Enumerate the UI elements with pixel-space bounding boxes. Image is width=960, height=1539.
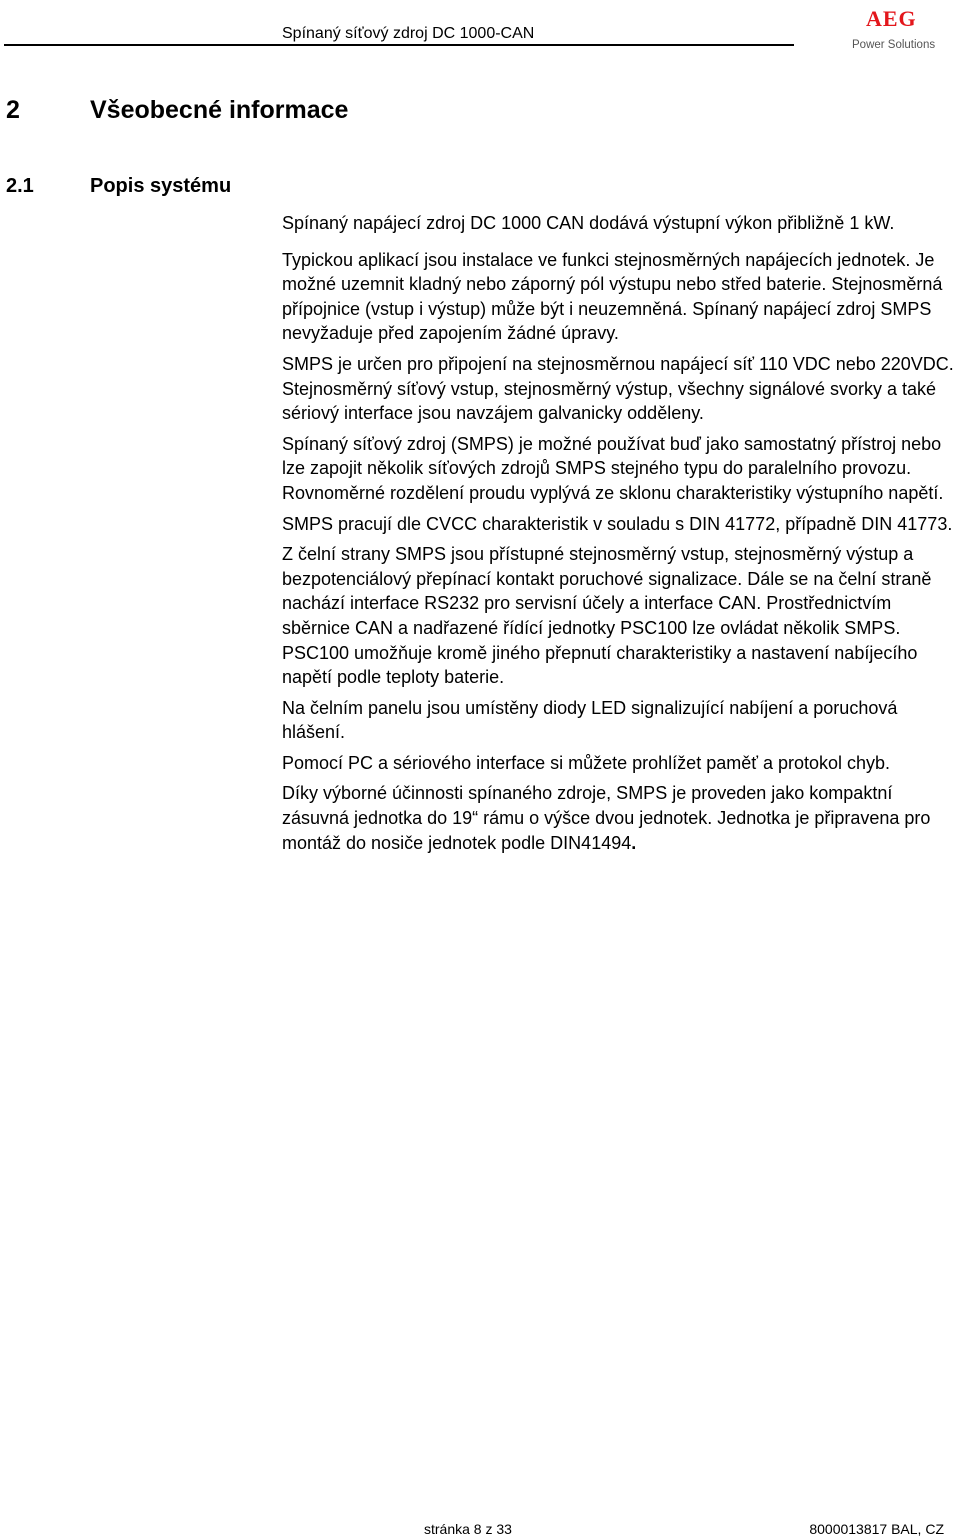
section-heading (6, 94, 348, 126)
page-number: stránka 8 z 33 (424, 1521, 512, 1537)
subsection-number: 2.1 (6, 175, 34, 197)
paragraph: Pomocí PC a sériového interface si můžete prohlížet paměť a protokol chyb. (282, 752, 891, 773)
section-title: Všeobecné informace (90, 96, 349, 124)
subsection-title: Popis systému (90, 175, 232, 197)
paragraph: SMPS je určen pro připojení na stejnosměrnou napájecí síť 110 VDC nebo 220VDC. Stejnosměrný síťový vstup, stejnosměrný výstup, všechny signálové svorky a také sériový interface jsou navzájem galvanicky odděleny. (282, 353, 954, 424)
document-id: 8000013817 BAL, CZ (809, 1521, 944, 1537)
logo-subtitle: Power Solutions (852, 39, 936, 51)
paragraph: Spínaný napájecí zdroj DC 1000 CAN dodává výstupní výkon přibližně 1 kW. (282, 213, 895, 233)
section-number: 2 (6, 96, 20, 124)
paragraph: Typickou aplikací jsou instalace ve funkci stejnosměrných napájecích jednotek. Je možné uzemnit kladný nebo záporný pól výstupu nebo střed baterie. Stejnosměrná přípojnice (vstup i výstup) může být i neuzemněná. Spínaný napájecí zdroj SMPS nevyžaduje před zapojením žádné úpravy. (282, 249, 943, 344)
logo-mark: AEG (866, 6, 917, 31)
aeg-logo (846, 4, 946, 56)
paragraph: Na čelním panelu jsou umístěny diody LED signalizující nabíjení a poruchová hlášení. (282, 697, 898, 743)
document-title: Spínaný síťový zdroj DC 1000-CAN (282, 25, 535, 42)
header-divider (4, 44, 794, 46)
paragraph: Spínaný síťový zdroj (SMPS) je možné používat buď jako samostatný přístroj nebo lze zapojit několik síťových zdrojů SMPS stejného typu do paralelního provozu. Rovnoměrné rozdělení proudu vyplývá ze sklonu charakteristiky výstupního napětí. (282, 433, 944, 503)
paragraph-end-mark: . (631, 832, 637, 853)
paragraph-last (282, 781, 956, 855)
paragraph-text: Díky výborné účinnosti spínaného zdroje, SMPS je proveden jako kompaktní zásuvná jednotka do 19“ rámu o výšce dvou jednotek. Jednotka je připravena pro montáž do nosiče jednotek podle DIN41494 (282, 783, 931, 853)
paragraph: Z čelní strany SMPS jsou přístupné stejnosměrný vstup, stejnosměrný výstup a bezpotenciálový přepínací kontakt poruchové signalizace. Dále se na čelní straně nachází interface RS232 pro servisní účely a interface CAN. Prostřednictvím sběrnice CAN a nadřazené řídící jednotky PSC100 lze ovládat několik SMPS. PSC100 umožňuje kromě jiného přepnutí charakteristiky a nastavení nabíjecího napětí podle teploty baterie. (282, 544, 932, 688)
paragraph: SMPS pracují dle CVCC charakteristik v souladu s DIN 41772, případně DIN 41773. (282, 513, 953, 534)
body-text (282, 211, 956, 861)
subsection-heading (6, 172, 231, 200)
